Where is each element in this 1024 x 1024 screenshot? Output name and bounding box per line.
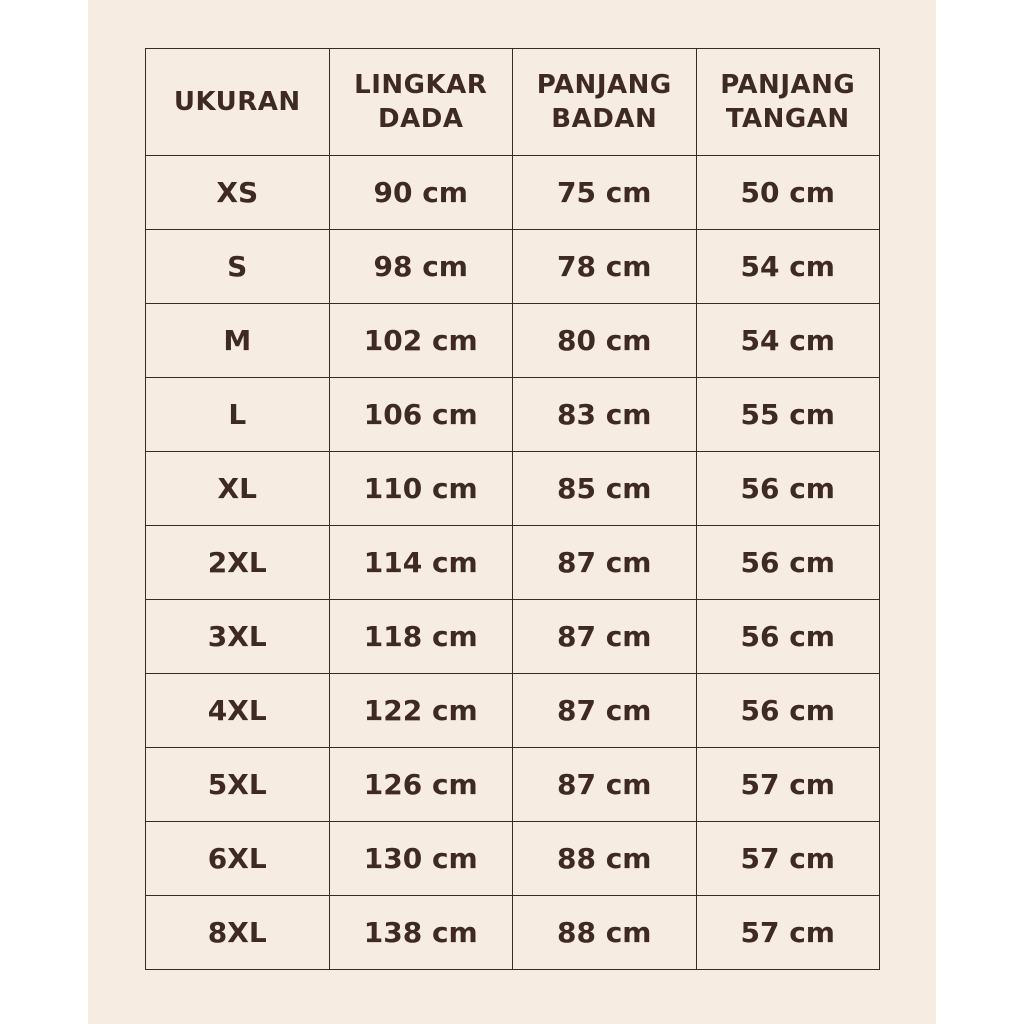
size-chart-table bbox=[145, 48, 880, 970]
header-line: BADAN bbox=[551, 104, 658, 134]
cell-sleeve-length: 56 cm bbox=[696, 674, 880, 748]
cell-chest: 110 cm bbox=[329, 452, 513, 526]
table-row bbox=[146, 378, 880, 452]
table-row bbox=[146, 230, 880, 304]
cell-sleeve-length: 56 cm bbox=[696, 452, 880, 526]
cell-sleeve-length: 50 cm bbox=[696, 156, 880, 230]
header-line: PANJANG bbox=[720, 70, 856, 100]
cell-chest: 122 cm bbox=[329, 674, 513, 748]
cell-body-length: 88 cm bbox=[513, 896, 697, 970]
cell-sleeve-length: 57 cm bbox=[696, 822, 880, 896]
cell-chest: 118 cm bbox=[329, 600, 513, 674]
cell-body-length: 78 cm bbox=[513, 230, 697, 304]
cell-size: L bbox=[146, 378, 330, 452]
cell-sleeve-length: 55 cm bbox=[696, 378, 880, 452]
cell-size: XS bbox=[146, 156, 330, 230]
cell-size: 4XL bbox=[146, 674, 330, 748]
size-chart-page bbox=[88, 0, 936, 1024]
table-row bbox=[146, 822, 880, 896]
header-line: UKURAN bbox=[173, 87, 301, 117]
cell-body-length: 85 cm bbox=[513, 452, 697, 526]
cell-body-length: 87 cm bbox=[513, 748, 697, 822]
cell-sleeve-length: 54 cm bbox=[696, 304, 880, 378]
cell-size: S bbox=[146, 230, 330, 304]
cell-chest: 102 cm bbox=[329, 304, 513, 378]
cell-chest: 130 cm bbox=[329, 822, 513, 896]
header-panjang-badan bbox=[513, 49, 697, 156]
cell-body-length: 83 cm bbox=[513, 378, 697, 452]
header-line: PANJANG bbox=[536, 70, 672, 100]
cell-body-length: 87 cm bbox=[513, 600, 697, 674]
table-header-row bbox=[146, 49, 880, 156]
header-ukuran bbox=[146, 49, 330, 156]
cell-body-length: 80 cm bbox=[513, 304, 697, 378]
cell-body-length: 87 cm bbox=[513, 674, 697, 748]
header-line: LINGKAR bbox=[354, 70, 488, 100]
table-row bbox=[146, 452, 880, 526]
cell-sleeve-length: 56 cm bbox=[696, 600, 880, 674]
cell-size: 3XL bbox=[146, 600, 330, 674]
cell-chest: 90 cm bbox=[329, 156, 513, 230]
table-row bbox=[146, 156, 880, 230]
header-panjang-tangan bbox=[696, 49, 880, 156]
cell-body-length: 87 cm bbox=[513, 526, 697, 600]
cell-chest: 106 cm bbox=[329, 378, 513, 452]
cell-size: XL bbox=[146, 452, 330, 526]
cell-sleeve-length: 56 cm bbox=[696, 526, 880, 600]
header-lingkar-dada bbox=[329, 49, 513, 156]
cell-sleeve-length: 57 cm bbox=[696, 896, 880, 970]
cell-chest: 126 cm bbox=[329, 748, 513, 822]
cell-size: 5XL bbox=[146, 748, 330, 822]
cell-size: 6XL bbox=[146, 822, 330, 896]
header-line: TANGAN bbox=[725, 104, 850, 134]
cell-chest: 138 cm bbox=[329, 896, 513, 970]
cell-body-length: 75 cm bbox=[513, 156, 697, 230]
table-row bbox=[146, 674, 880, 748]
cell-body-length: 88 cm bbox=[513, 822, 697, 896]
table-row bbox=[146, 304, 880, 378]
table-row bbox=[146, 748, 880, 822]
cell-chest: 114 cm bbox=[329, 526, 513, 600]
cell-size: 8XL bbox=[146, 896, 330, 970]
cell-size: M bbox=[146, 304, 330, 378]
table-row bbox=[146, 600, 880, 674]
cell-size: 2XL bbox=[146, 526, 330, 600]
cell-sleeve-length: 54 cm bbox=[696, 230, 880, 304]
header-line: DADA bbox=[378, 104, 464, 134]
cell-chest: 98 cm bbox=[329, 230, 513, 304]
cell-sleeve-length: 57 cm bbox=[696, 748, 880, 822]
table-row bbox=[146, 526, 880, 600]
table-row bbox=[146, 896, 880, 970]
